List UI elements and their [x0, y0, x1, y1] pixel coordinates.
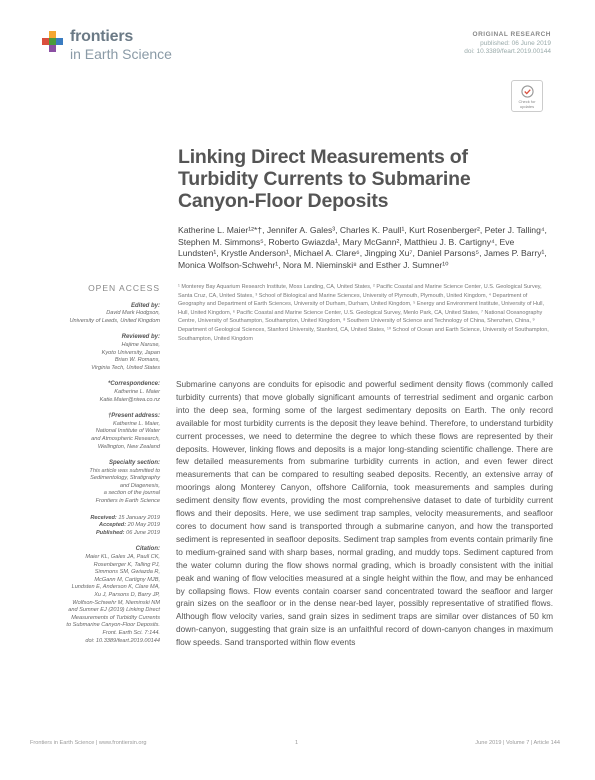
citation-line: Rosenberger K, Talling PJ, [93, 561, 160, 568]
citation-line: and Sumner EJ (2019) Linking Direct [68, 607, 160, 614]
citation-line: Lundsten E, Anderson K, Clare MA, [71, 584, 160, 591]
abstract: Submarine canyons are conduits for episodic and powerful sediment density flows (commonly called turbidity currents) that move globally significant amounts of terrestrial sediment and organic carbon into the deep sea, forming some of the largest sedimentary deposits on Earth. The only record available for most turbidity currents is the deposit they leave behind. Therefore, to understand turbidity current processes, we need to determine the degree to which these flows are represented by their deposits. However, linking flows and deposits is a major long-standing scientific challenge. There are few detailed measurements from submarine turbidity currents in action, and even fewer direct measurements that can be compared to resulting seabed deposits. Recently, an extensive array of moorings along Monterey Canyon, offshore California, took measurements and samples during sediment density flow events, providing the most comprehensive dataset to date of turbidity current flows and their deposits. Here, we use sediment trap samples, velocity measurements, and seafloor cores to document how sand is transported through a submarine canyon, and how the transported sediment is represented in seafloor deposits. Sediment trap samples from events contain primarily fine to medium-grained sand with sharp bases, normal grading, and muddy tops. Sediment captured from the water column during the flow shows normal grading, which is broadly consistent with the initial peak and waning of flow velocities measured at a single height within the flow, and may be enhanced by collapsing flows. Flow events contain coarser sand concentrated toward the seafloor and larger grain sizes on the seafloor or in the dense near-bed layer, possibly representative of stratified flows. Although flow velocity varies, sand grain sizes in sediment traps are similar over distances of 50 km down-canyon, suggesting that grain size is an unfaithful record of down-canyon changes in maximum flow speeds. Sand transported within flow events [176, 379, 553, 648]
doi[interactable]: doi: 10.3389/feart.2019.00144 [464, 48, 551, 55]
citation-line: to Submarine Canyon-Floor Deposits. [66, 622, 160, 629]
citation-line: Wolfson-Schwehr M, Nieminski NM [72, 599, 160, 606]
citation-line: Xu J, Parsons D, Barry JP, [94, 592, 160, 598]
published-date-sidebar: Published: 06 June 2019 [95, 529, 160, 536]
check-updates-icon [521, 85, 534, 98]
present-address-line: and Atmospheric Research, [91, 435, 160, 442]
citation-line: Front. Earth Sci. 7:144. [102, 629, 160, 636]
reviewer-line: Kyoto University, Japan [101, 349, 160, 356]
citation-doi[interactable]: doi: 10.3389/feart.2019.00144 [85, 637, 160, 644]
received-date: Received: 15 January 2019 [90, 514, 160, 521]
specialty-line: a section of the journal [103, 490, 160, 497]
check-updates-badge[interactable] [511, 80, 543, 112]
open-access-label: OPEN ACCESS [88, 283, 160, 293]
article-title: Linking Direct Measurements of Turbidity Currents to Submarine Canyon-Floor Deposits [178, 146, 471, 212]
footer-journal-link[interactable]: Frontiers in Earth Science | www.frontiersin.org [30, 740, 147, 746]
edited-by-heading: Edited by: [130, 302, 160, 309]
specialty-line: Frontiers in Earth Science [95, 498, 160, 505]
correspondence-line: Katherine L. Maier [114, 388, 160, 395]
frontiers-logo-icon [40, 28, 66, 54]
check-updates-line1: Check for [518, 99, 536, 104]
citation-heading: Citation: [135, 546, 160, 553]
specialty-heading: Specialty section: [108, 460, 160, 467]
citation-line: Measurements of Turbidity Currents [71, 614, 160, 621]
citation-line: Simmons SM, Gwiazda R, [94, 569, 160, 576]
author-list: Katherine L. Maier¹²*†, Jennifer A. Gales³, Charles K. Paull¹, Kurt Rosenberger², Peter J. Talling⁴, Stephen M. Simmons⁵, Roberto Gwiazda¹, Mary McGann², Matthieu J. B. Cartigny⁴, Eve Lundsten¹, Krystle Anderson¹, Michael A. Clare⁶, Jingping Xu⁷, Daniel Parsons⁵, James P. Barry¹, Monica Wolfson-Schwehr¹, Nora M. Nieminski⁸ and Esther J. Sumner¹⁰ [178, 225, 547, 270]
journal-brand: frontiers [70, 28, 134, 45]
accepted-date: Accepted: 20 May 2019 [99, 522, 160, 529]
reviewer-line: Virginia Tech, United States [91, 364, 160, 371]
published-date: published: 06 June 2019 [480, 39, 551, 47]
editor-line: David Mark Hodgson, [106, 310, 160, 317]
present-address-heading: †Present address: [107, 413, 160, 420]
journal-name: in Earth Science [70, 46, 172, 62]
citation-line: McGann M, Cartigny MJB, [94, 576, 160, 583]
specialty-line: This article was submitted to [89, 467, 160, 474]
page-number: 1 [295, 740, 299, 746]
present-address-line: Katherine L. Maier, [113, 420, 160, 427]
journal-logo[interactable] [40, 24, 210, 70]
specialty-line: and Diagenesis, [119, 482, 160, 489]
specialty-line: Sedimentology, Stratigraphy [90, 475, 160, 482]
correspondence-heading: *Correspondence: [107, 381, 160, 388]
affiliations: ¹ Monterey Bay Aquarium Research Institute, Moss Landing, CA, United States, ² Pacific Coastal and Marine Science Center, U.S. Geological Survey, Santa Cruz, CA, United States, ³ School of Biological and Marine Sciences, University of Plymouth, Plymouth, United Kingdom, ⁴ Department of Geography and Department of Earth Sciences, University of Durham, Durham, United Kingdom, ⁵ Energy and Environment Institute, University of Hull, Hull, United Kingdom, ⁶ Pacific Coastal and Marine Science Center, U.S. Geological Survey, Menlo Park, CA, United States, ⁷ National Oceanography Centre, University of Southampton, Southampton, United Kingdom, ⁸ Southern University of Science and Technology of China, Shenzhen, China, ⁹ Department of Geological Sciences, Stanford University, Stanford, CA, United States, ¹⁰ School of Ocean and Earth Science, University of Southampton, Southampton, United Kingdom [178, 284, 549, 342]
present-address-line: National Institute of Water [95, 428, 160, 435]
correspondence-email[interactable]: Katie.Maier@niwa.co.nz [99, 396, 160, 403]
article-meta [411, 31, 551, 57]
article-sidebar [20, 285, 160, 645]
citation-line: Maier KL, Gales JA, Paull CK, [85, 554, 160, 561]
check-updates-line2: updates [519, 104, 535, 109]
footer-volume: June 2019 | Volume 7 | Article 144 [475, 740, 560, 746]
editor-line: University of Leeds, United Kingdom [69, 317, 160, 324]
reviewer-line: Brian W. Romans, [114, 357, 160, 364]
reviewed-by-heading: Reviewed by: [121, 334, 160, 341]
reviewer-line: Hajime Naruse, [121, 341, 160, 348]
present-address-line: Wellington, New Zealand [97, 443, 160, 450]
article-type: ORIGINAL RESEARCH [472, 31, 551, 38]
